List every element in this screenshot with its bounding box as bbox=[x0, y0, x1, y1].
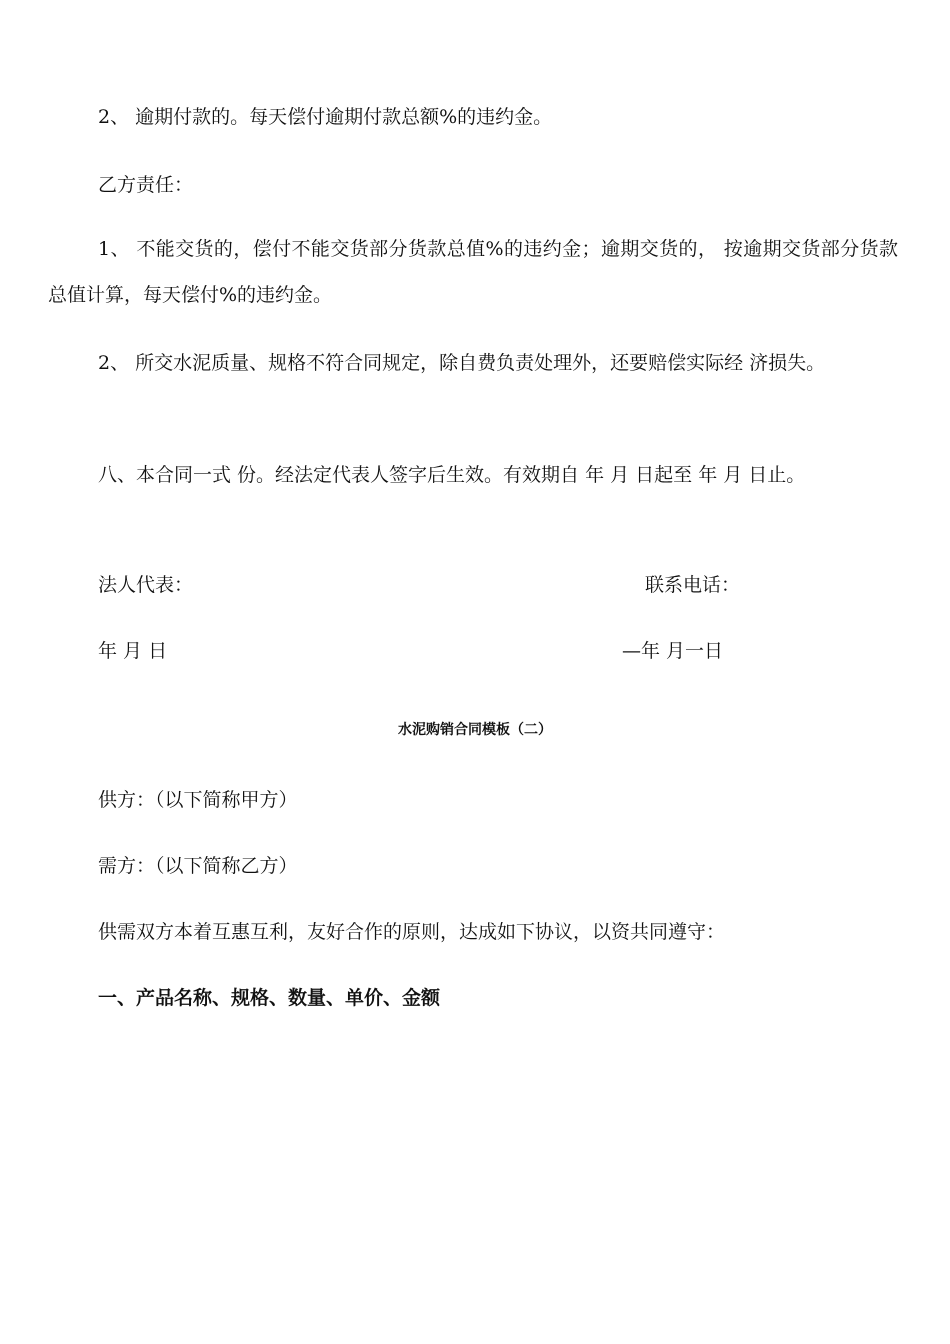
legal-representative-label: 法人代表： bbox=[98, 574, 194, 596]
agreement-intro: 供需双方本着互惠互利，友好合作的原则，达成如下协议，以资共同遵守： bbox=[98, 921, 726, 943]
contact-phone-label: 联系电话： bbox=[645, 574, 741, 596]
clause-overdue-payment: 2、 逾期付款的。每天偿付逾期付款总额%的违约金。 bbox=[98, 106, 553, 128]
clause-copies-validity: 八、本合同一式 份。经法定代表人签字后生效。有效期自 年 月 日起至 年 月 日止。 bbox=[98, 464, 806, 486]
signature-date-right: —年 月一日 bbox=[622, 640, 724, 662]
supplier-line: 供方：（以下简称甲方） bbox=[98, 789, 298, 811]
clause-non-delivery: 1、 不能交货的，偿付不能交货部分货款总值%的违约金；逾期交货的， 按逾期交货部分货款总值计算，每天偿付%的违约金。 bbox=[48, 238, 898, 306]
buyer-line: 需方：（以下简称乙方） bbox=[98, 855, 298, 877]
signature-date-left: 年 月 日 bbox=[98, 640, 168, 662]
document-title: 水泥购销合同模板（二） bbox=[398, 722, 552, 738]
clause-quality: 2、 所交水泥质量、规格不符合同规定，除自费负责处理外，还要赔偿实际经 济损失。 bbox=[98, 352, 826, 374]
section-heading-product: 一、产品名称、规格、数量、单价、金额 bbox=[98, 987, 441, 1009]
party-b-liability-heading: 乙方责任： bbox=[98, 174, 194, 196]
